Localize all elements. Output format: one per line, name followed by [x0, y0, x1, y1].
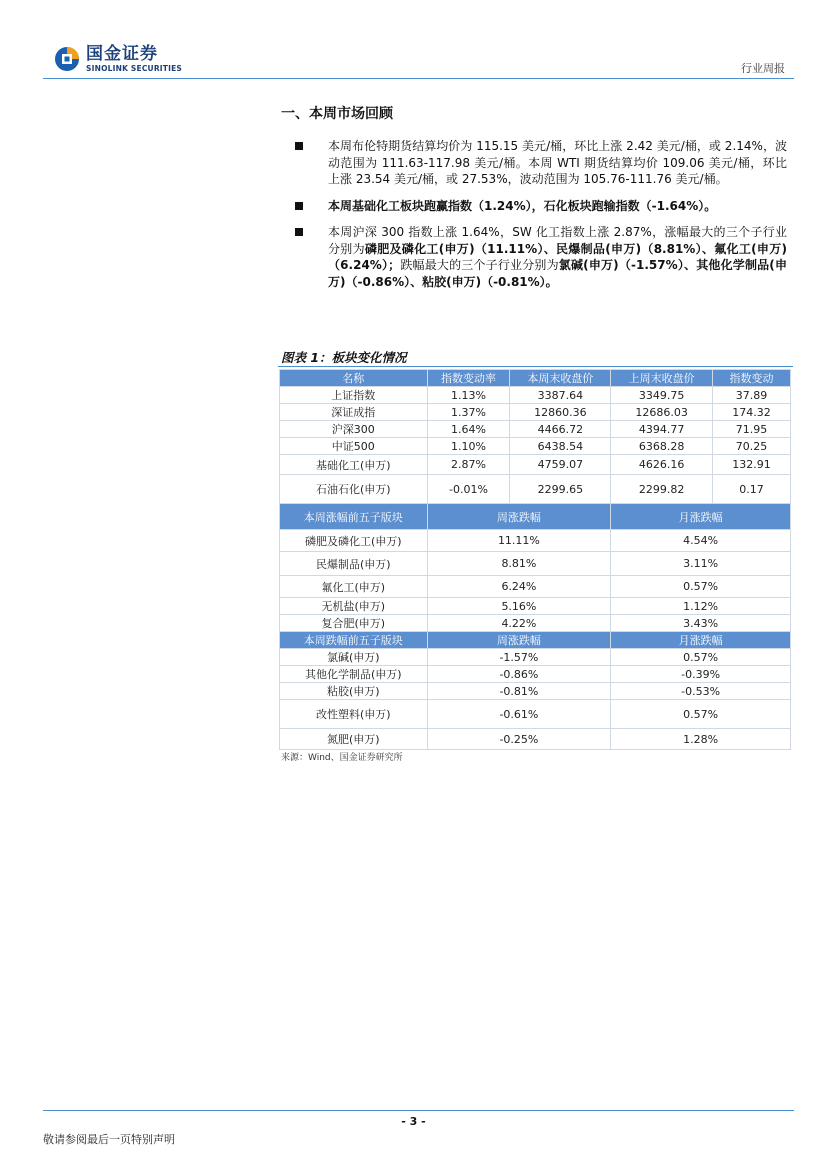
table-cell: 12860.36 [510, 404, 611, 421]
bullet-sector-performance [295, 198, 787, 215]
table-cell: 2.87% [427, 455, 510, 475]
table-header-cell: 上周末收盘价 [611, 370, 713, 387]
table-row [280, 387, 791, 404]
table-cell: 粘胶(申万) [280, 683, 428, 700]
table-cell: -0.53% [611, 683, 791, 700]
bullet-text: 本周基础化工板块跑赢指数（1.24%），石化板块跑输指数（-1.64%）。 [328, 198, 717, 213]
table-header-cell: 本周涨幅前五子版块 [280, 504, 428, 530]
table-cell: 3.43% [611, 615, 791, 632]
table-cell: 4626.16 [611, 455, 713, 475]
table-cell: 深证成指 [280, 404, 428, 421]
table-cell: 基础化工(申万) [280, 455, 428, 475]
logo-icon [54, 46, 80, 72]
bullet-text: 本周沪深 300 指数上涨 1.64%，SW 化工指数上涨 2.87%，涨幅最大的三个子行业分别为 [328, 225, 787, 256]
table-cell: -0.81% [427, 683, 611, 700]
table-header-cell: 周涨跌幅 [427, 504, 611, 530]
table-cell: 5.16% [427, 598, 611, 615]
page-number: - 3 - [401, 1115, 426, 1128]
table-cell: 其他化学制品(申万) [280, 666, 428, 683]
table-cell: 132.91 [713, 455, 791, 475]
bullet-oil-prices [295, 138, 787, 188]
table-cell: 12686.03 [611, 404, 713, 421]
table-header-cell: 指数变动 [713, 370, 791, 387]
table-cell: 磷肥及磷化工(申万) [280, 530, 428, 552]
bullet-square-icon [295, 142, 303, 150]
table-header-cell: 名称 [280, 370, 428, 387]
table-row [280, 530, 791, 552]
section-title: 一、本周市场回顾 [281, 106, 393, 122]
bullet-text: 跌幅最大的三个子行业分别为 [400, 258, 559, 272]
table-header-row [280, 504, 791, 530]
table-header-cell: 周涨跌幅 [427, 632, 611, 649]
page-header [0, 0, 827, 84]
footer-disclaimer: 敬请参阅最后一页特别声明 [43, 1133, 175, 1146]
company-logo [54, 46, 182, 73]
table-cell: 70.25 [713, 438, 791, 455]
table-header-row [280, 632, 791, 649]
table-row [280, 421, 791, 438]
logo-en-text: SINOLINK SECURITIES [86, 64, 183, 73]
table-cell: 37.89 [713, 387, 791, 404]
report-type: 行业周报 [741, 62, 785, 75]
table-cell: 4759.07 [510, 455, 611, 475]
table-cell: 0.57% [611, 649, 791, 666]
table-cell: 1.64% [427, 421, 510, 438]
figure-source: 来源：Wind、国金证券研究所 [281, 753, 403, 763]
table-cell: 0.17 [713, 475, 791, 504]
table-cell: 氟化工(申万) [280, 576, 428, 598]
bullet-list [295, 138, 787, 300]
table-row [280, 552, 791, 576]
table-row [280, 666, 791, 683]
table-cell: -0.86% [427, 666, 611, 683]
table-cell: -0.61% [427, 700, 611, 729]
footer-divider [43, 1110, 794, 1111]
bullet-square-icon [295, 228, 303, 236]
table-cell: 4394.77 [611, 421, 713, 438]
table-row [280, 455, 791, 475]
bullet-bold-text: 磷肥及磷化工(申万)（11.11%）、民爆制品(申万)（8.81%）、氟化工(申万)（6.24%）； [328, 241, 787, 272]
sector-change-table [279, 369, 791, 750]
table-cell: 民爆制品(申万) [280, 552, 428, 576]
table-row [280, 598, 791, 615]
table-cell: 改性塑料(申万) [280, 700, 428, 729]
table-cell: 3387.64 [510, 387, 611, 404]
table-cell: 4.22% [427, 615, 611, 632]
bullet-sub-industries [295, 224, 787, 290]
table-row [280, 404, 791, 421]
table-cell: 1.12% [611, 598, 791, 615]
table-cell: 4.54% [611, 530, 791, 552]
table-cell: 无机盐(申万) [280, 598, 428, 615]
bullet-text: 本周布伦特期货结算均价为 115.15 美元/桶，环比上涨 2.42 美元/桶，或 2.14%，波动范围为 111.63-117.98 美元/桶。本周 WTI 期货结算均价 109.06 美元/桶，环比上涨 23.54 美元/桶，或 27.53%，波动范围为 105.76-111.76 美元/桶。 [328, 139, 787, 186]
table-cell: 石油石化(申万) [280, 475, 428, 504]
table-row [280, 649, 791, 666]
table-cell: 4466.72 [510, 421, 611, 438]
table-header-cell: 月涨跌幅 [611, 504, 791, 530]
table-cell: 71.95 [713, 421, 791, 438]
table-header-cell: 本周末收盘价 [510, 370, 611, 387]
figure-divider [278, 366, 793, 367]
header-divider [43, 78, 794, 79]
table-row [280, 615, 791, 632]
table-header-cell: 月涨跌幅 [611, 632, 791, 649]
table-cell: 6368.28 [611, 438, 713, 455]
table-cell: 中证500 [280, 438, 428, 455]
bullet-square-icon [295, 202, 303, 210]
table-cell: -1.57% [427, 649, 611, 666]
table-row [280, 475, 791, 504]
table-cell: 0.57% [611, 700, 791, 729]
table-header-cell: 本周跌幅前五子版块 [280, 632, 428, 649]
bullet-bold-text: 氯碱(申万)（-1.57%）、其他化学制品(申万)（-0.86%）、粘胶(申万)（-0.81%）。 [328, 258, 787, 289]
table-cell: 1.28% [611, 729, 791, 750]
logo-cn-text: 国金证券 [86, 44, 158, 64]
table-row [280, 683, 791, 700]
table-cell: 氮肥(申万) [280, 729, 428, 750]
table-cell: 8.81% [427, 552, 611, 576]
table-cell: 0.57% [611, 576, 791, 598]
figure-title: 图表 1：板块变化情况 [281, 350, 407, 365]
table-cell: 2299.65 [510, 475, 611, 504]
table-cell: 复合肥(申万) [280, 615, 428, 632]
table-header-row [280, 370, 791, 387]
table-row [280, 729, 791, 750]
table-cell: -0.39% [611, 666, 791, 683]
table-cell: -0.25% [427, 729, 611, 750]
table-row [280, 576, 791, 598]
table-header-cell: 指数变动率 [427, 370, 510, 387]
table-cell: 11.11% [427, 530, 611, 552]
table-cell: 1.10% [427, 438, 510, 455]
table-cell: 3.11% [611, 552, 791, 576]
table-cell: 氯碱(申万) [280, 649, 428, 666]
table-cell: 1.37% [427, 404, 510, 421]
table-cell: 上证指数 [280, 387, 428, 404]
table-cell: -0.01% [427, 475, 510, 504]
table-cell: 6438.54 [510, 438, 611, 455]
table-cell: 3349.75 [611, 387, 713, 404]
table-cell: 沪深300 [280, 421, 428, 438]
table-cell: 1.13% [427, 387, 510, 404]
table-cell: 6.24% [427, 576, 611, 598]
table-cell: 174.32 [713, 404, 791, 421]
table-cell: 2299.82 [611, 475, 713, 504]
table-row [280, 438, 791, 455]
table-row [280, 700, 791, 729]
